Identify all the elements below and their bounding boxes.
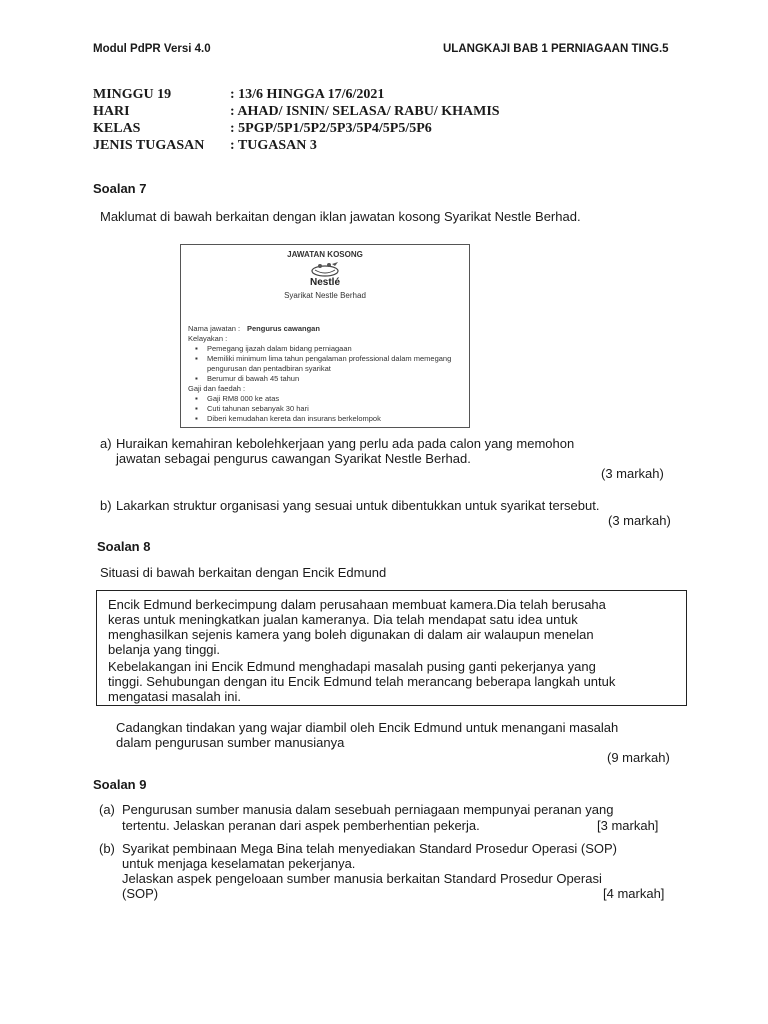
- list-item: ▪ Gaji RM8 000 ke atas: [193, 394, 381, 404]
- q9a-line1: Pengurusan sumber manusia dalam sesebuah perniagaan mempunyai peranan yang: [122, 802, 614, 817]
- q9a-line2: tertentu. Jelaskan peranan dari aspek pemberhentian pekerja.: [122, 818, 480, 833]
- case-line: tinggi. Sehubungan dengan itu Encik Edmund telah merancang beberapa langkah untuk: [108, 674, 616, 689]
- ad-heading: JAWATAN KOSONG: [287, 250, 363, 259]
- ad-qualification-list: [193, 344, 451, 384]
- meta-task-label: JENIS TUGASAN: [93, 138, 205, 153]
- ad-position-label: Nama jawatan :: [188, 324, 241, 333]
- q9b-line3: Jelaskan aspek pengeloaan sumber manusia berkaitan Standard Prosedur Operasi: [122, 871, 602, 886]
- q9b-line1: Syarikat pembinaan Mega Bina telah menyediakan Standard Prosedur Operasi (SOP): [122, 841, 617, 856]
- ad-benefit-list: [193, 394, 381, 424]
- bird-nest-icon: [305, 261, 345, 277]
- q7a-marks: (3 markah): [601, 466, 664, 481]
- ad-benefit-label: Gaji dan faedah :: [188, 384, 246, 393]
- q7b-line1: Lakarkan struktur organisasi yang sesuai untuk dibentukkan untuk syarikat tersebut.: [116, 498, 600, 513]
- q9-title: Soalan 9: [93, 777, 147, 792]
- q7a-prefix: a): [100, 436, 112, 451]
- q9b-marks: [4 markah]: [603, 886, 665, 901]
- meta-week-label: MINGGU 19: [93, 87, 172, 102]
- q9b-line2: untuk menjaga keselamatan pekerjanya.: [122, 856, 356, 871]
- q7-intro: Maklumat di bawah berkaitan dengan iklan jawatan kosong Syarikat Nestle Berhad.: [100, 209, 581, 224]
- list-item: ▪ Memiliki minimum lima tahun pengalaman professional dalam memegang: [193, 354, 451, 364]
- meta-day-value: : AHAD/ ISNIN/ SELASA/ RABU/ KHAMIS: [230, 104, 500, 119]
- list-item: ▪ Cuti tahunan sebanyak 30 hari: [193, 404, 381, 414]
- meta-day-label: HARI: [93, 104, 130, 119]
- ad-qualification-label: Kelayakan :: [188, 334, 228, 343]
- list-item: ▪ Diberi kemudahan kereta dan insurans berkelompok: [193, 414, 381, 424]
- header-module-title: Modul PdPR Versi 4.0: [93, 43, 211, 55]
- q7a-line1: Huraikan kemahiran kebolehkerjaan yang perlu ada pada calon yang memohon: [116, 436, 575, 451]
- header-chapter-title: ULANGKAJI BAB 1 PERNIAGAAN TING.5: [443, 43, 669, 55]
- list-item: ▪ Berumur di bawah 45 tahun: [193, 374, 451, 384]
- q9a-marks: [3 markah]: [597, 818, 659, 833]
- case-situation-box: [96, 590, 687, 706]
- ad-company: Syarikat Nestle Berhad: [284, 291, 366, 300]
- case-line: belanja yang tinggi.: [108, 642, 221, 657]
- q7a-line2: jawatan sebagai pengurus cawangan Syarikat Nestle Berhad.: [116, 451, 471, 466]
- meta-week-value: : 13/6 HINGGA 17/6/2021: [230, 87, 385, 102]
- list-item: ▪ Pemegang ijazah dalam bidang perniagaan: [193, 344, 451, 354]
- q8-question-line1: Cadangkan tindakan yang wajar diambil oleh Encik Edmund untuk menangani masalah: [116, 720, 619, 735]
- q8-intro: Situasi di bawah berkaitan dengan Encik Edmund: [100, 565, 387, 580]
- meta-class-value: : 5PGP/5P1/5P2/5P3/5P4/5P5/5P6: [230, 121, 432, 136]
- q9b-line4: (SOP): [122, 886, 159, 901]
- case-line: mengatasi masalah ini.: [108, 689, 241, 704]
- q7-title: Soalan 7: [93, 181, 147, 196]
- job-advertisement: [180, 244, 470, 428]
- q8-title: Soalan 8: [97, 539, 151, 554]
- meta-task-value: : TUGASAN 3: [230, 138, 317, 153]
- q8-marks: (9 markah): [607, 750, 670, 765]
- case-line: keras untuk meningkatkan jualan kameranya. Dia telah mendapat satu idea untuk: [108, 612, 578, 627]
- q9a-prefix: (a): [99, 802, 115, 817]
- case-line: Encik Edmund berkecimpung dalam perusahaan membuat kamera.Dia telah berusaha: [108, 597, 606, 612]
- q7b-marks: (3 markah): [608, 513, 671, 528]
- ad-position-value: Pengurus cawangan: [247, 324, 320, 333]
- q7b-prefix: b): [100, 498, 112, 513]
- q8-question-line2: dalam pengurusan sumber manusianya: [116, 735, 345, 750]
- case-line: menghasilkan sejenis kamera yang boleh digunakan di dalam air walaupun menelan: [108, 627, 594, 642]
- meta-class-label: KELAS: [93, 121, 141, 136]
- q9b-prefix: (b): [99, 841, 115, 856]
- ad-brand: Nestlé: [309, 277, 340, 288]
- case-line: Kebelakangan ini Encik Edmund menghadapi masalah pusing ganti pekerjanya yang: [108, 659, 596, 674]
- list-item: pengurusan dan pentadbiran syarikat: [207, 364, 331, 373]
